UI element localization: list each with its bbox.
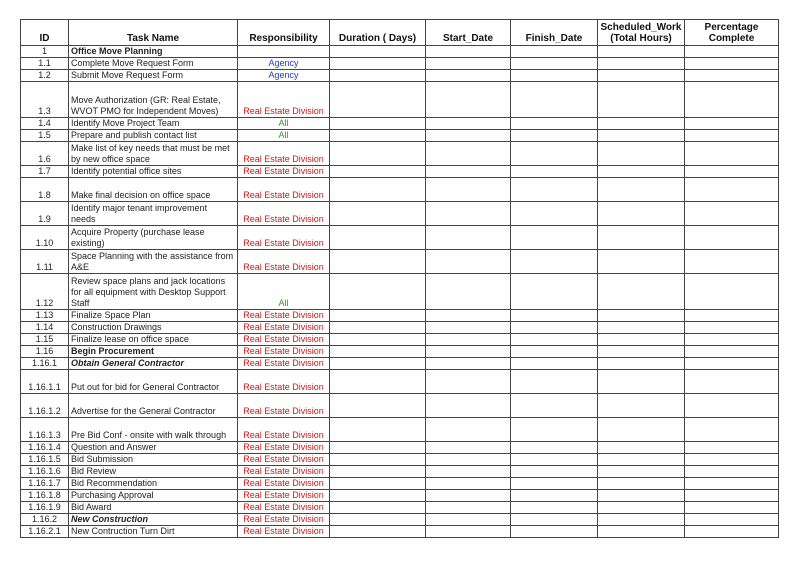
cell-duration[interactable]: [330, 82, 426, 118]
cell-task-name[interactable]: Advertise for the General Contractor: [69, 394, 238, 418]
cell-responsibility[interactable]: Real Estate Division: [238, 466, 330, 478]
cell-task-name[interactable]: Question and Answer: [69, 442, 238, 454]
cell-task-name[interactable]: Prepare and publish contact list: [69, 130, 238, 142]
cell-percentage-complete[interactable]: [685, 478, 779, 490]
cell-percentage-complete[interactable]: [685, 118, 779, 130]
cell-responsibility[interactable]: Real Estate Division: [238, 322, 330, 334]
cell-id[interactable]: 1.16.1.9: [21, 502, 69, 514]
cell-start-date[interactable]: [426, 310, 511, 322]
cell-responsibility[interactable]: Real Estate Division: [238, 418, 330, 442]
cell-scheduled-work[interactable]: [598, 58, 685, 70]
cell-id[interactable]: 1.2: [21, 70, 69, 82]
cell-percentage-complete[interactable]: [685, 70, 779, 82]
header-percentage-complete[interactable]: Percentage Complete: [685, 20, 779, 46]
cell-start-date[interactable]: [426, 130, 511, 142]
cell-start-date[interactable]: [426, 334, 511, 346]
cell-percentage-complete[interactable]: [685, 322, 779, 334]
table-row: [21, 274, 779, 310]
cell-scheduled-work[interactable]: [598, 118, 685, 130]
table-row: [21, 358, 779, 370]
cell-task-name[interactable]: Identify major tenant improvement needs: [69, 202, 238, 226]
cell-start-date[interactable]: [426, 70, 511, 82]
task-table: [20, 19, 779, 538]
cell-finish-date[interactable]: [511, 334, 598, 346]
cell-scheduled-work[interactable]: [598, 130, 685, 142]
cell-finish-date[interactable]: [511, 46, 598, 58]
table-row: [21, 202, 779, 226]
cell-percentage-complete[interactable]: [685, 490, 779, 502]
cell-responsibility[interactable]: Real Estate Division: [238, 490, 330, 502]
cell-id[interactable]: 1.6: [21, 142, 69, 166]
cell-responsibility[interactable]: All: [238, 118, 330, 130]
cell-task-name[interactable]: Construction Drawings: [69, 322, 238, 334]
header-task-name[interactable]: Task Name: [69, 20, 238, 46]
table-row: [21, 334, 779, 346]
cell-scheduled-work[interactable]: [598, 70, 685, 82]
cell-id[interactable]: 1.16.1.2: [21, 394, 69, 418]
cell-finish-date[interactable]: [511, 226, 598, 250]
cell-scheduled-work[interactable]: [598, 358, 685, 370]
cell-id[interactable]: 1.16.1.6: [21, 466, 69, 478]
table-row: [21, 322, 779, 334]
cell-start-date[interactable]: [426, 418, 511, 442]
cell-task-name[interactable]: Purchasing Approval: [69, 490, 238, 502]
header-responsibility[interactable]: Responsibility: [238, 20, 330, 46]
cell-finish-date[interactable]: [511, 346, 598, 358]
cell-duration[interactable]: [330, 250, 426, 274]
cell-id[interactable]: 1.16.1: [21, 358, 69, 370]
cell-finish-date[interactable]: [511, 310, 598, 322]
cell-duration[interactable]: [330, 466, 426, 478]
table-row: [21, 478, 779, 490]
cell-finish-date[interactable]: [511, 526, 598, 538]
cell-responsibility[interactable]: Real Estate Division: [238, 394, 330, 418]
cell-finish-date[interactable]: [511, 178, 598, 202]
cell-task-name[interactable]: Move Authorization (GR: Real Estate, WVOT PMO for Independent Moves): [69, 82, 238, 118]
cell-responsibility[interactable]: Real Estate Division: [238, 178, 330, 202]
cell-duration[interactable]: [330, 394, 426, 418]
cell-percentage-complete[interactable]: [685, 526, 779, 538]
table-row: [21, 46, 779, 58]
cell-responsibility[interactable]: Real Estate Division: [238, 502, 330, 514]
table-row: [21, 346, 779, 358]
cell-responsibility[interactable]: Real Estate Division: [238, 250, 330, 274]
cell-responsibility[interactable]: Real Estate Division: [238, 202, 330, 226]
cell-start-date[interactable]: [426, 358, 511, 370]
cell-scheduled-work[interactable]: [598, 454, 685, 466]
table-row: [21, 310, 779, 322]
cell-responsibility[interactable]: Real Estate Division: [238, 226, 330, 250]
cell-finish-date[interactable]: [511, 466, 598, 478]
cell-duration[interactable]: [330, 478, 426, 490]
cell-responsibility[interactable]: Real Estate Division: [238, 514, 330, 526]
cell-responsibility[interactable]: All: [238, 274, 330, 310]
table-row: [21, 166, 779, 178]
cell-duration[interactable]: [330, 202, 426, 226]
cell-percentage-complete[interactable]: [685, 394, 779, 418]
cell-id[interactable]: 1.14: [21, 322, 69, 334]
table-row: [21, 82, 779, 118]
cell-percentage-complete[interactable]: [685, 502, 779, 514]
cell-finish-date[interactable]: [511, 514, 598, 526]
cell-duration[interactable]: [330, 130, 426, 142]
cell-scheduled-work[interactable]: [598, 346, 685, 358]
table-row: [21, 418, 779, 442]
cell-scheduled-work[interactable]: [598, 502, 685, 514]
cell-start-date[interactable]: [426, 226, 511, 250]
cell-percentage-complete[interactable]: [685, 310, 779, 322]
cell-scheduled-work[interactable]: [598, 394, 685, 418]
cell-finish-date[interactable]: [511, 202, 598, 226]
cell-responsibility[interactable]: Real Estate Division: [238, 370, 330, 394]
cell-duration[interactable]: [330, 70, 426, 82]
cell-task-name[interactable]: Begin Procurement: [69, 346, 238, 358]
cell-scheduled-work[interactable]: [598, 226, 685, 250]
cell-responsibility[interactable]: Real Estate Division: [238, 310, 330, 322]
cell-duration[interactable]: [330, 58, 426, 70]
cell-id[interactable]: 1.16.2.1: [21, 526, 69, 538]
cell-task-name[interactable]: Bid Award: [69, 502, 238, 514]
cell-start-date[interactable]: [426, 466, 511, 478]
table-row: [21, 394, 779, 418]
cell-duration[interactable]: [330, 178, 426, 202]
cell-finish-date[interactable]: [511, 274, 598, 310]
cell-duration[interactable]: [330, 490, 426, 502]
table-row: [21, 442, 779, 454]
cell-id[interactable]: 1.16.1.1: [21, 370, 69, 394]
table-row: [21, 454, 779, 466]
cell-id[interactable]: 1.7: [21, 166, 69, 178]
cell-scheduled-work[interactable]: [598, 274, 685, 310]
cell-finish-date[interactable]: [511, 442, 598, 454]
cell-scheduled-work[interactable]: [598, 46, 685, 58]
cell-scheduled-work[interactable]: [598, 466, 685, 478]
cell-id[interactable]: 1.16.1.7: [21, 478, 69, 490]
cell-duration[interactable]: [330, 274, 426, 310]
cell-scheduled-work[interactable]: [598, 478, 685, 490]
table-row: [21, 490, 779, 502]
cell-duration[interactable]: [330, 526, 426, 538]
cell-responsibility[interactable]: Real Estate Division: [238, 82, 330, 118]
cell-responsibility[interactable]: Real Estate Division: [238, 142, 330, 166]
cell-task-name[interactable]: Finalize lease on office space: [69, 334, 238, 346]
cell-task-name[interactable]: Obtain General Contractor: [69, 358, 238, 370]
cell-duration[interactable]: [330, 370, 426, 394]
cell-start-date[interactable]: [426, 478, 511, 490]
cell-percentage-complete[interactable]: [685, 466, 779, 478]
cell-finish-date[interactable]: [511, 370, 598, 394]
cell-percentage-complete[interactable]: [685, 514, 779, 526]
cell-duration[interactable]: [330, 334, 426, 346]
cell-finish-date[interactable]: [511, 322, 598, 334]
cell-duration[interactable]: [330, 118, 426, 130]
cell-start-date[interactable]: [426, 142, 511, 166]
cell-start-date[interactable]: [426, 178, 511, 202]
cell-start-date[interactable]: [426, 202, 511, 226]
cell-task-name[interactable]: Bid Review: [69, 466, 238, 478]
cell-start-date[interactable]: [426, 82, 511, 118]
cell-task-name[interactable]: Identify Move Project Team: [69, 118, 238, 130]
cell-percentage-complete[interactable]: [685, 418, 779, 442]
cell-scheduled-work[interactable]: [598, 322, 685, 334]
cell-responsibility[interactable]: Real Estate Division: [238, 346, 330, 358]
cell-scheduled-work[interactable]: [598, 82, 685, 118]
cell-scheduled-work[interactable]: [598, 250, 685, 274]
cell-duration[interactable]: [330, 442, 426, 454]
cell-start-date[interactable]: [426, 514, 511, 526]
cell-percentage-complete[interactable]: [685, 58, 779, 70]
cell-finish-date[interactable]: [511, 130, 598, 142]
table-row: [21, 526, 779, 538]
cell-task-name[interactable]: Review space plans and jack locations for all equipment with Desktop Support Staff: [69, 274, 238, 310]
cell-id[interactable]: 1.11: [21, 250, 69, 274]
cell-scheduled-work[interactable]: [598, 490, 685, 502]
table-row: [21, 70, 779, 82]
cell-id[interactable]: 1.1: [21, 58, 69, 70]
cell-scheduled-work[interactable]: [598, 142, 685, 166]
cell-finish-date[interactable]: [511, 490, 598, 502]
cell-duration[interactable]: [330, 322, 426, 334]
cell-percentage-complete[interactable]: [685, 370, 779, 394]
cell-task-name[interactable]: Office Move Planning: [69, 46, 238, 58]
cell-task-name[interactable]: Bid Recommendation: [69, 478, 238, 490]
header-scheduled-work[interactable]: Scheduled_Work (Total Hours): [598, 20, 685, 46]
cell-id[interactable]: 1.16.1.4: [21, 442, 69, 454]
cell-start-date[interactable]: [426, 118, 511, 130]
table-row: [21, 466, 779, 478]
header-duration[interactable]: Duration ( Days): [330, 20, 426, 46]
cell-id[interactable]: 1.9: [21, 202, 69, 226]
cell-task-name[interactable]: Identify potential office sites: [69, 166, 238, 178]
cell-scheduled-work[interactable]: [598, 526, 685, 538]
cell-percentage-complete[interactable]: [685, 166, 779, 178]
cell-start-date[interactable]: [426, 394, 511, 418]
cell-scheduled-work[interactable]: [598, 442, 685, 454]
cell-percentage-complete[interactable]: [685, 178, 779, 202]
cell-task-name[interactable]: Space Planning with the assistance from A&E: [69, 250, 238, 274]
cell-duration[interactable]: [330, 454, 426, 466]
cell-id[interactable]: 1.5: [21, 130, 69, 142]
cell-finish-date[interactable]: [511, 478, 598, 490]
cell-duration[interactable]: [330, 346, 426, 358]
table-row: [21, 118, 779, 130]
cell-duration[interactable]: [330, 514, 426, 526]
cell-percentage-complete[interactable]: [685, 334, 779, 346]
cell-percentage-complete[interactable]: [685, 46, 779, 58]
cell-finish-date[interactable]: [511, 58, 598, 70]
cell-task-name[interactable]: Make list of key needs that must be met by new office space: [69, 142, 238, 166]
cell-responsibility[interactable]: [238, 46, 330, 58]
cell-duration[interactable]: [330, 310, 426, 322]
cell-finish-date[interactable]: [511, 394, 598, 418]
cell-start-date[interactable]: [426, 346, 511, 358]
header-row: [21, 20, 779, 46]
cell-start-date[interactable]: [426, 46, 511, 58]
cell-percentage-complete[interactable]: [685, 346, 779, 358]
cell-scheduled-work[interactable]: [598, 178, 685, 202]
cell-responsibility[interactable]: Agency: [238, 58, 330, 70]
cell-id[interactable]: 1.16: [21, 346, 69, 358]
cell-scheduled-work[interactable]: [598, 310, 685, 322]
header-finish-date[interactable]: Finish_Date: [511, 20, 598, 46]
cell-responsibility[interactable]: Real Estate Division: [238, 358, 330, 370]
cell-scheduled-work[interactable]: [598, 370, 685, 394]
cell-finish-date[interactable]: [511, 118, 598, 130]
cell-responsibility[interactable]: All: [238, 130, 330, 142]
cell-task-name[interactable]: Finalize Space Plan: [69, 310, 238, 322]
cell-percentage-complete[interactable]: [685, 130, 779, 142]
cell-task-name[interactable]: Acquire Property (purchase lease existing): [69, 226, 238, 250]
cell-id[interactable]: 1.16.2: [21, 514, 69, 526]
cell-responsibility[interactable]: Real Estate Division: [238, 442, 330, 454]
cell-task-name[interactable]: Bid Submission: [69, 454, 238, 466]
cell-responsibility[interactable]: Real Estate Division: [238, 334, 330, 346]
cell-id[interactable]: 1.13: [21, 310, 69, 322]
cell-scheduled-work[interactable]: [598, 514, 685, 526]
cell-responsibility[interactable]: Real Estate Division: [238, 454, 330, 466]
cell-start-date[interactable]: [426, 370, 511, 394]
table-row: [21, 142, 779, 166]
table-row: [21, 226, 779, 250]
cell-task-name[interactable]: New Contruction Turn Dirt: [69, 526, 238, 538]
cell-duration[interactable]: [330, 418, 426, 442]
table-row: [21, 502, 779, 514]
cell-finish-date[interactable]: [511, 142, 598, 166]
cell-start-date[interactable]: [426, 58, 511, 70]
cell-task-name[interactable]: Make final decision on office space: [69, 178, 238, 202]
cell-task-name[interactable]: Pre Bid Conf - onsite with walk through: [69, 418, 238, 442]
cell-percentage-complete[interactable]: [685, 82, 779, 118]
cell-start-date[interactable]: [426, 502, 511, 514]
cell-finish-date[interactable]: [511, 502, 598, 514]
cell-duration[interactable]: [330, 166, 426, 178]
cell-scheduled-work[interactable]: [598, 334, 685, 346]
cell-start-date[interactable]: [426, 490, 511, 502]
cell-scheduled-work[interactable]: [598, 418, 685, 442]
cell-responsibility[interactable]: Real Estate Division: [238, 478, 330, 490]
cell-id[interactable]: 1.8: [21, 178, 69, 202]
cell-percentage-complete[interactable]: [685, 358, 779, 370]
cell-start-date[interactable]: [426, 274, 511, 310]
cell-finish-date[interactable]: [511, 418, 598, 442]
cell-percentage-complete[interactable]: [685, 202, 779, 226]
table-row: [21, 178, 779, 202]
cell-percentage-complete[interactable]: [685, 142, 779, 166]
cell-percentage-complete[interactable]: [685, 250, 779, 274]
cell-task-name[interactable]: Submit Move Request Form: [69, 70, 238, 82]
table-row: [21, 370, 779, 394]
header-start-date[interactable]: Start_Date: [426, 20, 511, 46]
table-row: [21, 130, 779, 142]
task-rows: [21, 46, 779, 538]
cell-finish-date[interactable]: [511, 358, 598, 370]
cell-responsibility[interactable]: Real Estate Division: [238, 526, 330, 538]
cell-start-date[interactable]: [426, 442, 511, 454]
cell-percentage-complete[interactable]: [685, 442, 779, 454]
cell-id[interactable]: 1.16.1.5: [21, 454, 69, 466]
cell-duration[interactable]: [330, 142, 426, 166]
cell-task-name[interactable]: Complete Move Request Form: [69, 58, 238, 70]
cell-duration[interactable]: [330, 502, 426, 514]
table-row: [21, 250, 779, 274]
cell-task-name[interactable]: Put out for bid for General Contractor: [69, 370, 238, 394]
cell-responsibility[interactable]: Real Estate Division: [238, 166, 330, 178]
cell-finish-date[interactable]: [511, 82, 598, 118]
cell-start-date[interactable]: [426, 454, 511, 466]
cell-finish-date[interactable]: [511, 70, 598, 82]
cell-scheduled-work[interactable]: [598, 202, 685, 226]
cell-id[interactable]: 1.3: [21, 82, 69, 118]
cell-percentage-complete[interactable]: [685, 454, 779, 466]
cell-duration[interactable]: [330, 226, 426, 250]
cell-finish-date[interactable]: [511, 454, 598, 466]
cell-duration[interactable]: [330, 358, 426, 370]
task-spreadsheet: [20, 19, 778, 538]
cell-finish-date[interactable]: [511, 250, 598, 274]
cell-start-date[interactable]: [426, 526, 511, 538]
cell-start-date[interactable]: [426, 250, 511, 274]
cell-start-date[interactable]: [426, 322, 511, 334]
cell-task-name[interactable]: New Construction: [69, 514, 238, 526]
cell-responsibility[interactable]: Agency: [238, 70, 330, 82]
cell-id[interactable]: 1.4: [21, 118, 69, 130]
header-id[interactable]: ID: [21, 20, 69, 46]
cell-id[interactable]: 1.12: [21, 274, 69, 310]
cell-percentage-complete[interactable]: [685, 226, 779, 250]
cell-id[interactable]: 1.16.1.8: [21, 490, 69, 502]
cell-duration[interactable]: [330, 46, 426, 58]
cell-start-date[interactable]: [426, 166, 511, 178]
cell-percentage-complete[interactable]: [685, 274, 779, 310]
cell-scheduled-work[interactable]: [598, 166, 685, 178]
table-row: [21, 514, 779, 526]
table-row: [21, 58, 779, 70]
cell-id[interactable]: 1.15: [21, 334, 69, 346]
cell-finish-date[interactable]: [511, 166, 598, 178]
cell-id[interactable]: 1.10: [21, 226, 69, 250]
cell-id[interactable]: 1.16.1.3: [21, 418, 69, 442]
cell-id[interactable]: 1: [21, 46, 69, 58]
